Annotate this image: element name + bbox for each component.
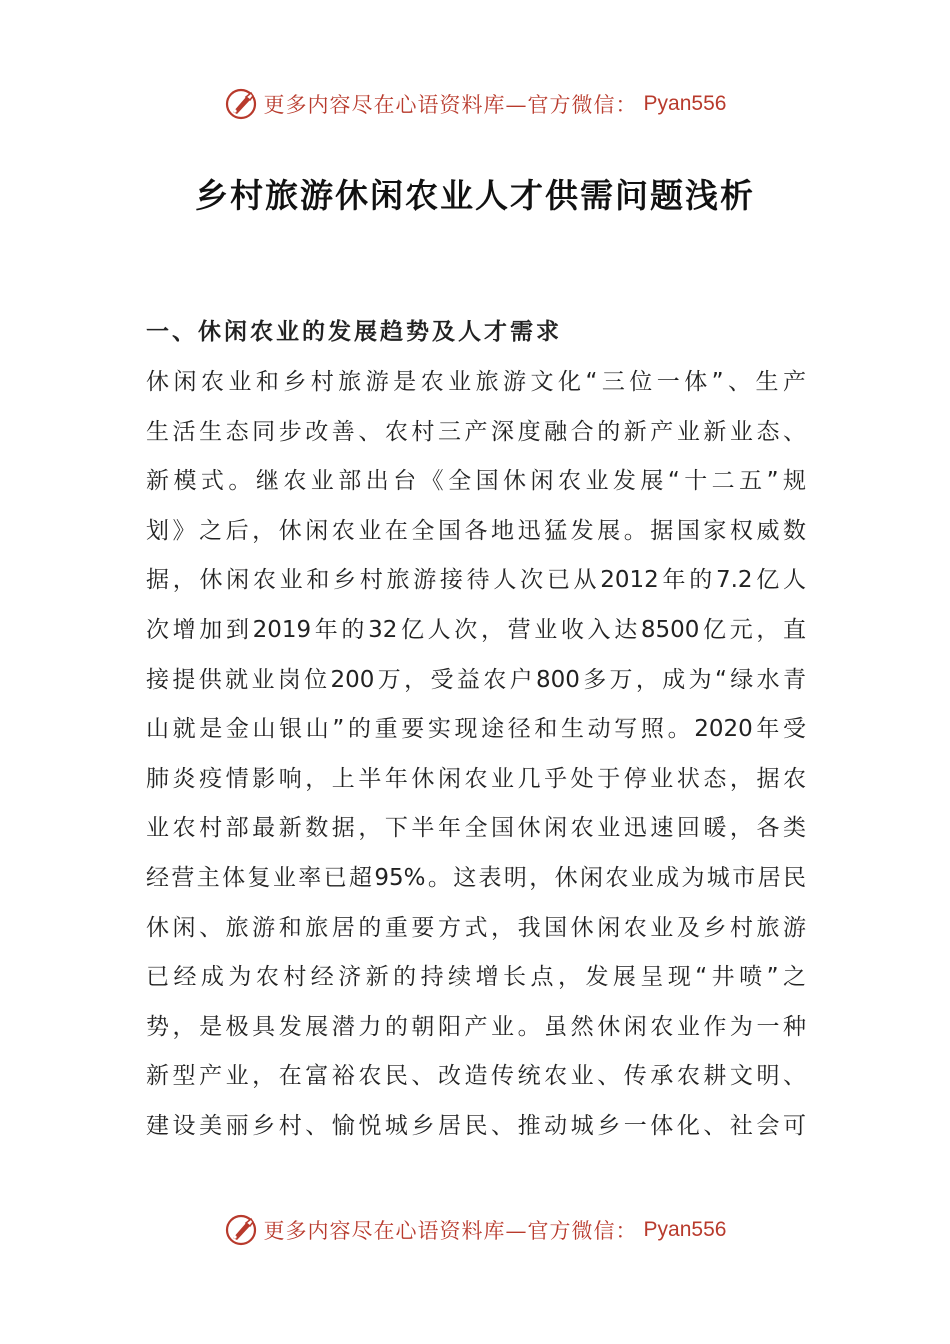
paragraph-line: 业农村部最新数据，下半年全国休闲农业迅速回暖，各类 [146,815,806,842]
header-watermark [0,84,950,124]
watermark-wechat-id: Pyan556 [643,92,727,115]
pen-nib-logo-icon [224,1213,258,1247]
paragraph-line: 建设美丽乡村、愉悦城乡居民、推动城乡一体化、社会可 [146,1112,806,1139]
watermark-text: 更多内容尽在心语资料库—官方微信： [263,1219,638,1243]
paragraph-line: 据，休闲农业和乡村旅游接待人次已从2012年的7.2亿人 [146,567,806,594]
body-paragraph [146,358,806,1152]
document-title: 乡村旅游休闲农业人才供需问题浅析 [195,176,755,215]
paragraph-line: 已经成为农村经济新的持续增长点，发展呈现“井喷”之 [146,964,806,991]
pen-nib-logo-icon [224,87,258,121]
paragraph-line: 休闲农业和乡村旅游是农业旅游文化“三位一体”、生产 [146,369,806,395]
paragraph-line: 势，是极具发展潜力的朝阳产业。虽然休闲农业作为一种 [146,1013,806,1040]
paragraph-line: 次增加到2019年的32亿人次，营业收入达8500亿元，直 [146,616,806,643]
paragraph-line: 新型产业，在富裕农民、改造传统农业、传承农耕文明、 [146,1063,806,1090]
paragraph-line: 新模式。继农业部出台《全国休闲农业发展“十二五”规 [146,468,806,495]
paragraph-line: 接提供就业岗位200万，受益农户800多万，成为“绿水青 [146,666,806,693]
paragraph-line: 休闲、旅游和旅居的重要方式，我国休闲农业及乡村旅游 [146,914,806,941]
paragraph-line: 山就是金山银山”的重要实现途径和生动写照。2020年受 [146,716,806,743]
paragraph-line: 划》之后，休闲农业在全国各地迅猛发展。据国家权威数 [146,517,806,544]
section-heading: 一、休闲农业的发展趋势及人才需求 [146,319,562,345]
paragraph-line: 生活生态同步改善、农村三产深度融合的新产业新业态、 [146,418,806,445]
watermark-text: 更多内容尽在心语资料库—官方微信： [263,93,638,117]
paragraph-line: 肺炎疫情影响，上半年休闲农业几乎处于停业状态，据农 [146,765,806,792]
watermark-wechat-id: Pyan556 [643,1218,727,1241]
footer-watermark [0,1210,950,1250]
paragraph-line: 经营主体复业率已超95%。这表明，休闲农业成为城市居民 [146,864,806,891]
